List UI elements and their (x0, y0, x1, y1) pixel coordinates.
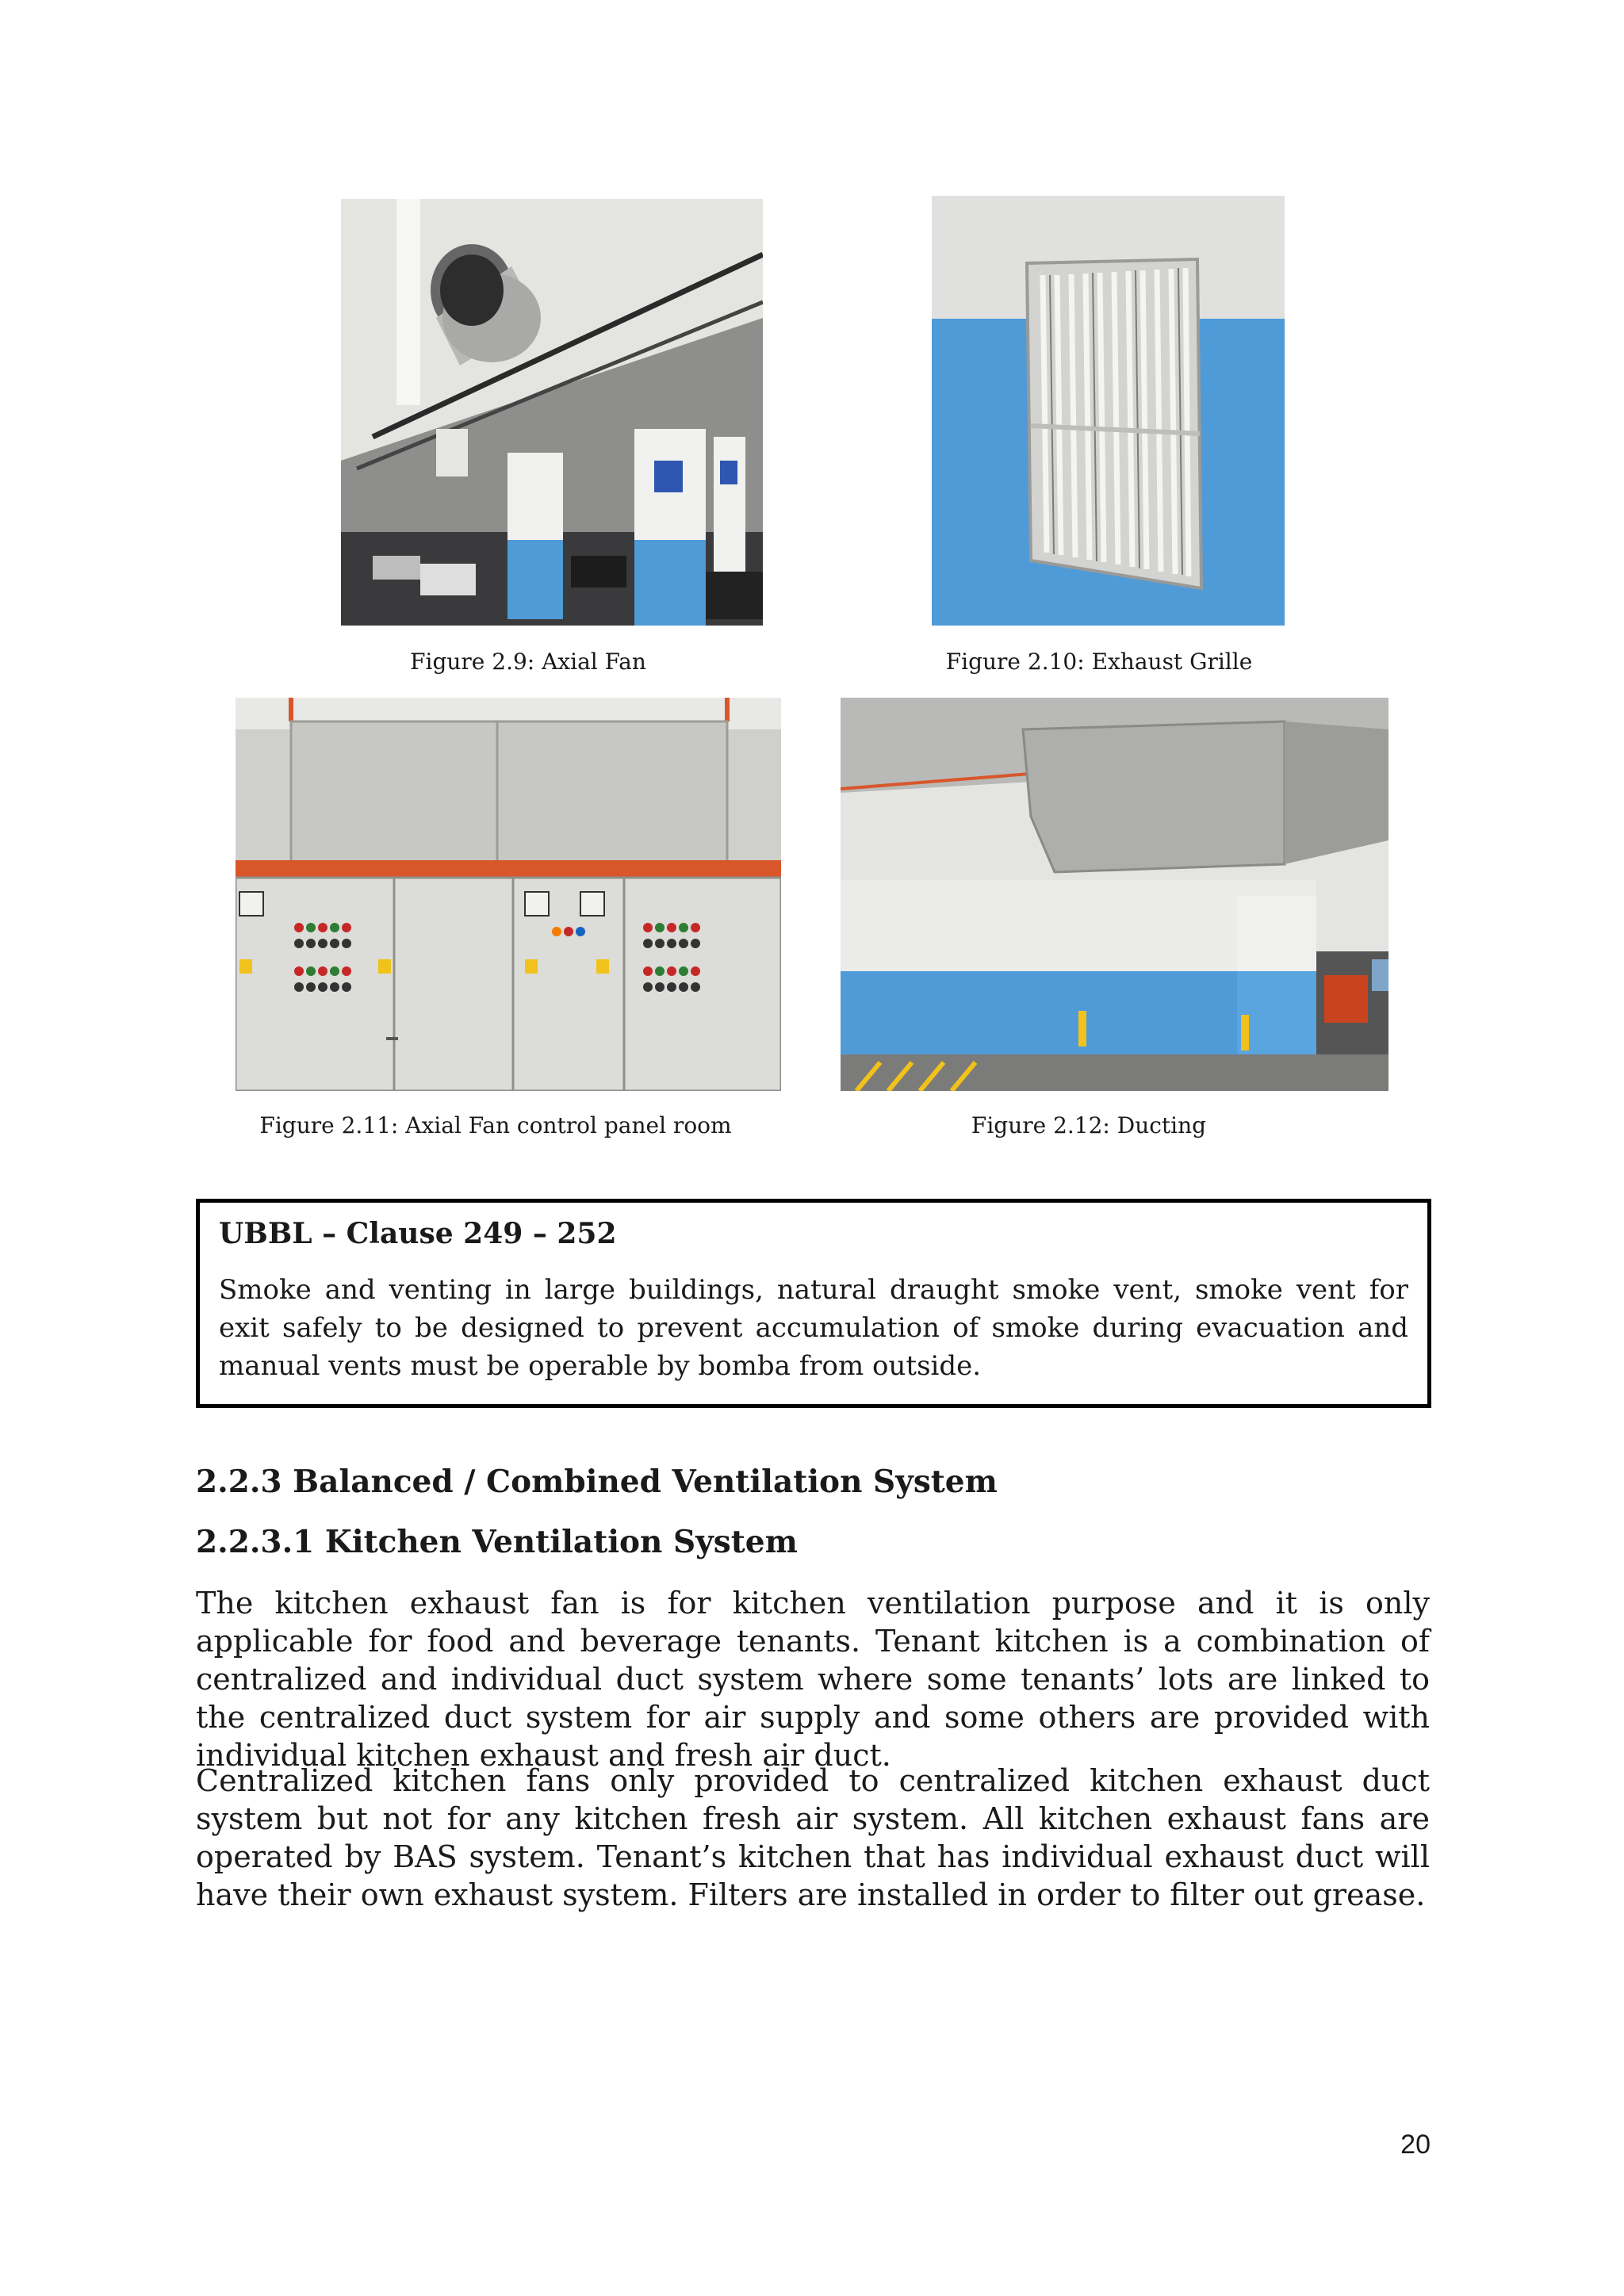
caption-figure-2-9: Figure 2.9: Axial Fan (410, 649, 646, 675)
clause-body: Smoke and venting in large buildings, natural draught smoke vent, smoke vent for exit safely to be designed to prevent accumulation of smoke during evacuation and manual vents must be operable by bomba from outside. (219, 1274, 1408, 1382)
clause-box (196, 1199, 1431, 1408)
subsection-heading: 2.2.3.1 Kitchen Ventilation System (196, 1524, 798, 1560)
photo-axial-fan (341, 199, 763, 626)
paragraph-1: The kitchen exhaust fan is for kitchen ventilation purpose and it is only applicable for food and beverage tenants. Tenant kitchen is a combination of centralized and individual duct system where some tenants’ lots are linked to the centralized duct system for air supply and some others are provided with individual kitchen exhaust and fresh air duct. (196, 1586, 1430, 1773)
page-number: 20 (1400, 2130, 1431, 2160)
caption-figure-2-12: Figure 2.12: Ducting (971, 1112, 1207, 1138)
caption-figure-2-11: Figure 2.11: Axial Fan control panel room (259, 1112, 732, 1138)
photo-exhaust-grille (932, 196, 1285, 626)
section-heading: 2.2.3 Balanced / Combined Ventilation System (196, 1464, 998, 1500)
clause-title: UBBL – Clause 249 – 252 (219, 1217, 617, 1250)
photo-ducting (841, 698, 1388, 1091)
paragraph-2: Centralized kitchen fans only provided to centralized kitchen exhaust duct system but not for any kitchen fresh air system. All kitchen exhaust fans are operated by BAS system. Tenant’s kitchen that has individual exhaust duct will have their own exhaust system. Filters are installed in order to filter out grease. (196, 1763, 1430, 1912)
photo-control-panel-room (236, 698, 781, 1091)
caption-figure-2-10: Figure 2.10: Exhaust Grille (945, 649, 1253, 675)
